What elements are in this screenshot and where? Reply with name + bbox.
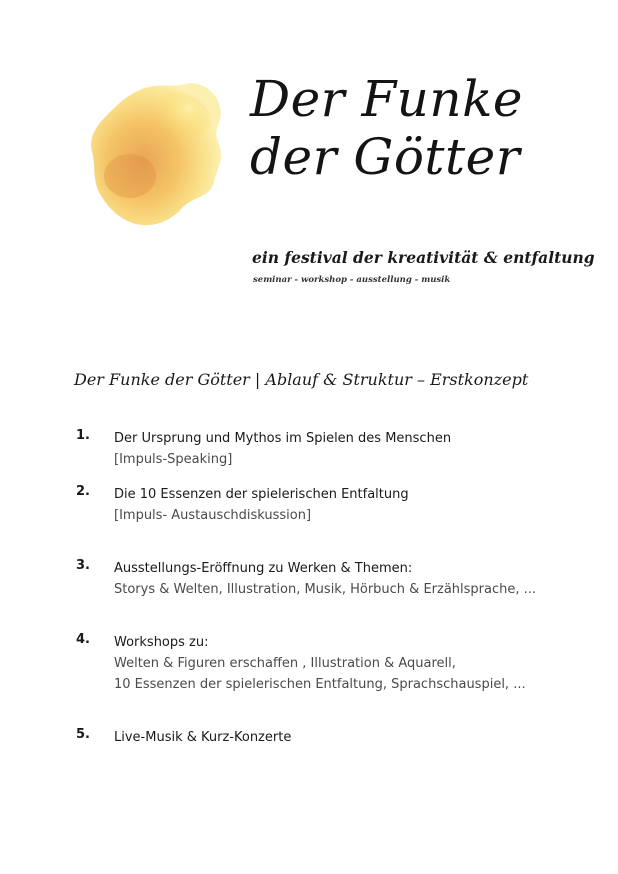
item-number: 5. [76, 727, 90, 742]
item-number: 2. [76, 484, 90, 499]
festival-tagline: seminar - workshop - ausstellung - musik [253, 275, 451, 285]
title-line-2: der Götter [250, 128, 521, 186]
item-number: 3. [76, 558, 90, 573]
item-detail: [Impuls- Austauschdiskussion] [114, 508, 312, 523]
list-item [74, 727, 594, 748]
item-label: Live-Musik & Kurz-Konzerte [114, 730, 292, 745]
program-list [74, 428, 594, 748]
item-label: Der Ursprung und Mythos im Spielen des Menschen [114, 431, 452, 446]
list-item [74, 558, 594, 600]
item-detail: Storys & Welten, Illustration, Musik, Hörbuch & Erzählsprache, ... [114, 582, 537, 597]
item-detail-2: 10 Essenzen der spielerischen Entfaltung, Sprachschauspiel, ... [114, 677, 526, 692]
section-heading: Der Funke der Götter | Ablauf & Struktur – Erstkonzept [74, 370, 529, 389]
item-number: 4. [76, 632, 90, 647]
item-label: Workshops zu: [114, 635, 209, 650]
list-item [74, 632, 594, 695]
list-item [74, 428, 594, 470]
item-label: Ausstellungs-Eröffnung zu Werken & Themen: [114, 561, 413, 576]
item-number: 1. [76, 428, 90, 443]
festival-subtitle: ein festival der kreativität & entfaltung [252, 248, 595, 267]
title-line-1: Der Funke [250, 70, 523, 128]
list-item [74, 484, 594, 526]
item-label: Die 10 Essenzen der spielerischen Entfaltung [114, 487, 409, 502]
item-detail: [Impuls-Speaking] [114, 452, 233, 467]
item-detail: Welten & Figuren erschaffen , Illustration & Aquarell, [114, 656, 456, 671]
festival-title [250, 70, 523, 186]
watercolor-spark-blot [78, 78, 238, 238]
